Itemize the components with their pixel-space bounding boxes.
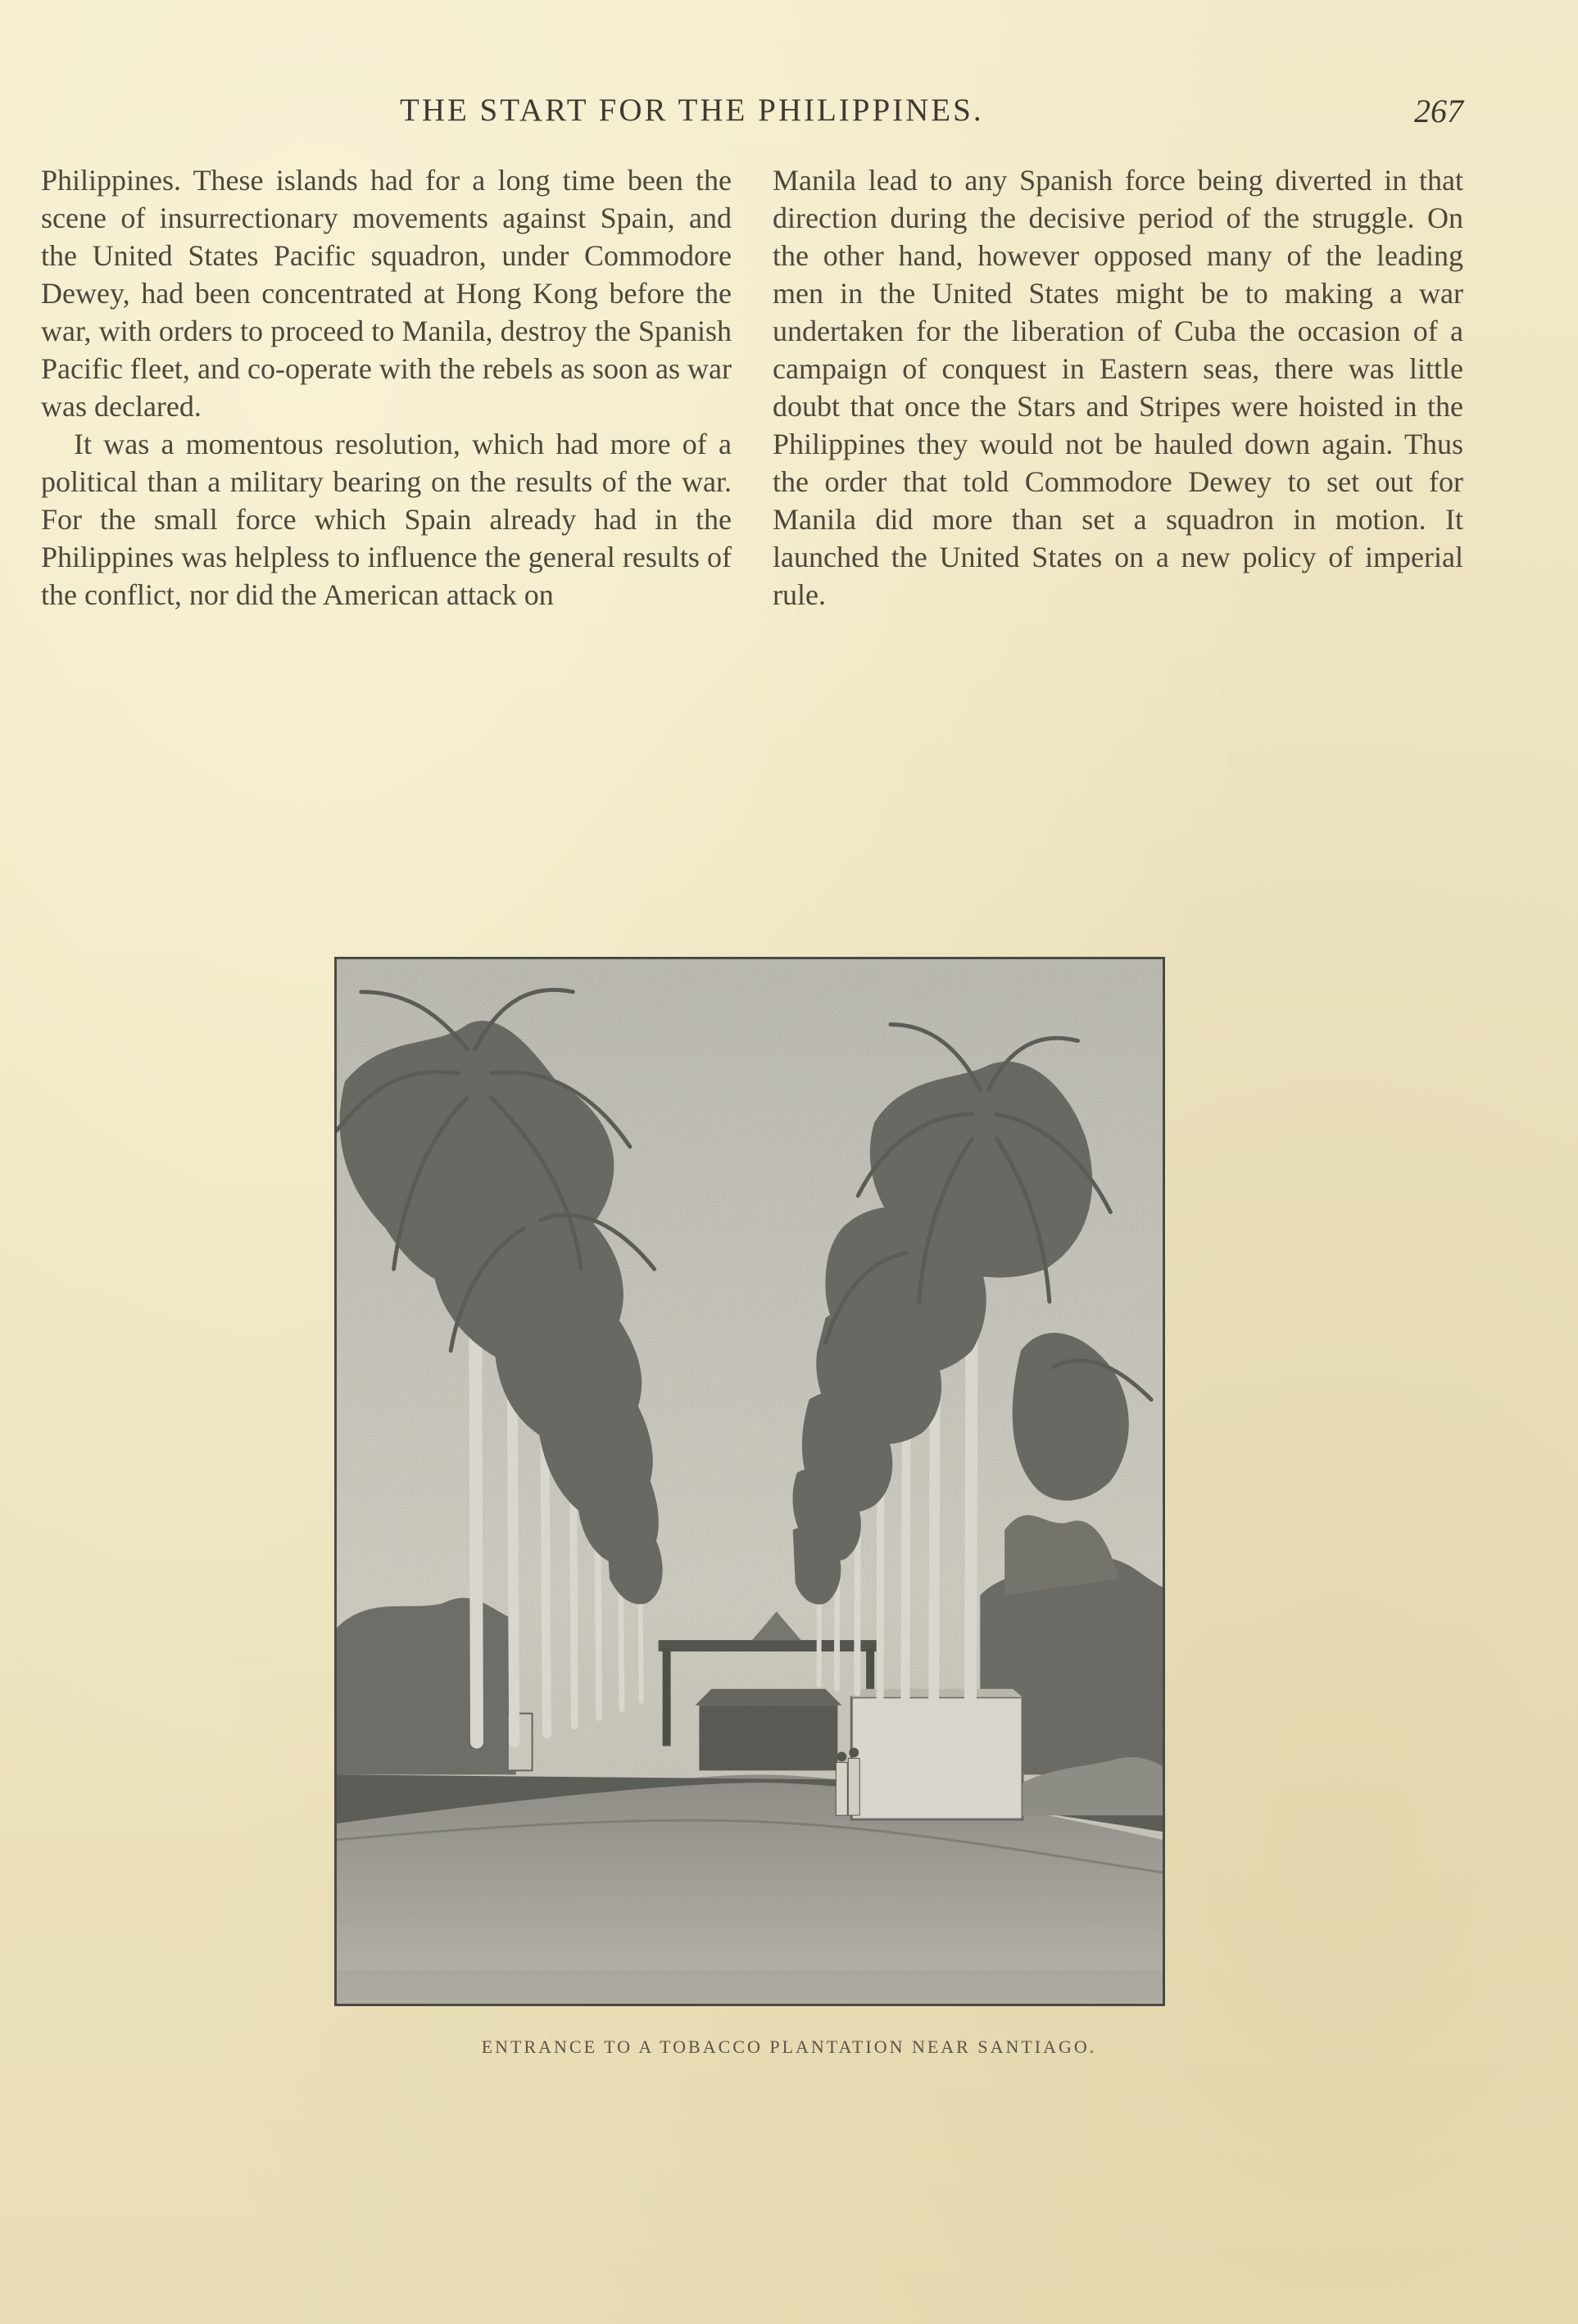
page-number: 267 xyxy=(1414,93,1463,129)
figure-caption: ENTRANCE TO A TOBACCO PLANTATION NEAR SANTIAGO. xyxy=(481,2036,1097,2057)
text-column-left xyxy=(41,161,732,614)
plantation-engraving xyxy=(337,959,1163,2004)
paragraph: Philippines. These islands had for a long time been the scene of insurrectionary movements against Spain, and the United States Pacific squadron, under Commodore Dewey, had been concentrated at Hong Kong before the war, with orders to proceed to Manila, destroy the Spanish Pacific fleet, and co-operate with the rebels as soon as war was declared. xyxy=(41,164,732,423)
text-column-right xyxy=(773,161,1463,614)
running-head xyxy=(0,92,1578,133)
illustration-figure xyxy=(334,957,1165,2006)
paragraph: Manila lead to any Spanish force being diverted in that direction during the decisive period of the struggle. On the other hand, however opposed many of the leading men in the United States might be to making a war undertaken for the liberation of Cuba the occasion of a campaign of conquest in Eastern seas, there was little doubt that once the Stars and Stripes were hoisted in the Philippines they would not be hauled down again. Thus the order that told Commodore Dewey to set out for Manila did more than set a squadron in motion. It launched the United States on a new policy of imperial rule. xyxy=(773,164,1463,611)
running-title: THE START FOR THE PHILIPPINES. xyxy=(400,93,984,128)
paragraph: It was a momentous resolution, which had more of a political than a military bearing on the results of the war. For the small force which Spain already had in the Philippines was helpless to influence the general results of the conflict, nor did the American attack on xyxy=(41,428,732,611)
